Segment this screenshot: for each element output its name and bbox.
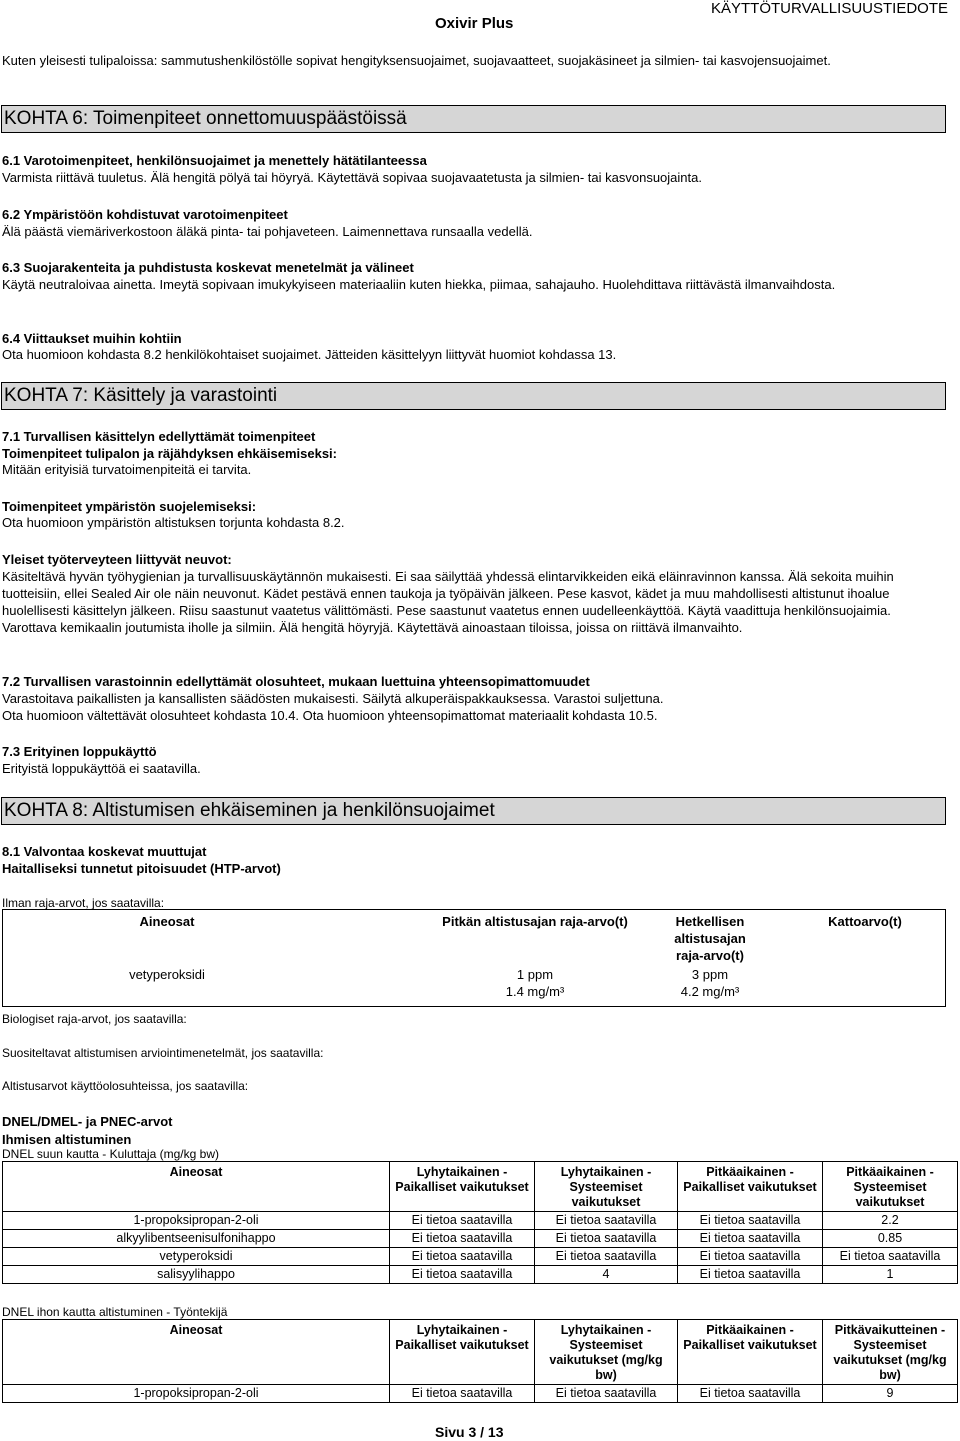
table-row — [3, 964, 946, 1007]
table-header-cell: Pitkävaikutteinen - Systeemiset vaikutukset (mg/kg bw) — [823, 1320, 958, 1385]
human-exposure-title: Ihmisen altistuminen — [2, 1132, 132, 1147]
table-cell: Ei tietoa saatavilla — [678, 1248, 823, 1266]
dnel-skin-table — [2, 1319, 958, 1403]
table-cell: 4 — [535, 1266, 678, 1284]
table-header-cell: Aineosat — [139, 914, 195, 929]
s63-text: Käytä neutraloivaa ainetta. Imeytä sopivaan imukykyiseen materiaaliin kuten hiekka, piimaa, sahajauho. Huolehdittava riittävästä ilmanvaihdosta. — [2, 277, 836, 292]
table-cell: Ei tietoa saatavilla — [678, 1266, 823, 1284]
table-cell: 1-propoksipropan-2-oli — [3, 1212, 390, 1230]
table-cell: Ei tietoa saatavilla — [823, 1248, 958, 1266]
table-row — [3, 1212, 958, 1230]
table-header-cell: Kattoarvo(t) — [828, 914, 902, 929]
s73-title: 7.3 Erityinen loppukäyttö — [2, 744, 157, 759]
table-cell: 3 ppm 4.2 mg/m³ — [680, 967, 740, 999]
s71-env-text: Ota huomioon ympäristön altistuksen torjunta kohdasta 8.2. — [2, 515, 345, 530]
table-row — [3, 1230, 958, 1248]
table-header-cell: Pitkäaikainen - Paikalliset vaikutukset — [678, 1162, 823, 1212]
header-text: Pitkän altistusajan raja-arvo(t) — [442, 914, 628, 929]
table-cell: 0.85 — [823, 1230, 958, 1248]
table-header-cell — [635, 910, 785, 965]
table-cell: vetyperoksidi — [3, 1248, 390, 1266]
document-type-label: KÄYTTÖTURVALLISUUSTIEDOTE — [711, 0, 948, 17]
s71-fire-text: Mitään erityisiä turvatoimenpiteitä ei tarvita. — [2, 462, 252, 477]
header-text: Hetkellisen altistusajan raja-arvo(t) — [674, 914, 746, 963]
table-cell: Ei tietoa saatavilla — [390, 1266, 535, 1284]
table-header-cell: Lyhytaikainen - Systeemiset vaikutukset — [535, 1162, 678, 1212]
s73-text: Erityistä loppukäyttöä ei saatavilla. — [2, 761, 201, 776]
table-header-row — [3, 1320, 958, 1385]
usage-limits-label: Altistusarvot käyttöolosuhteissa, jos saatavilla: — [2, 1079, 249, 1093]
table-row — [3, 1385, 958, 1403]
table-cell: Ei tietoa saatavilla — [678, 1212, 823, 1230]
s61-title: 6.1 Varotoimenpiteet, henkilönsuojaimet ja menettely hätätilanteessa — [2, 153, 427, 168]
dnel-pnec-title: DNEL/DMEL- ja PNEC-arvot — [2, 1114, 173, 1129]
s62-text: Älä päästä viemäriverkostoon äläkä pinta- tai pohjaveteen. Laimennettava runsaalla vedellä. — [2, 224, 533, 239]
table-header-cell — [331, 910, 635, 965]
s81-subtitle: Haitalliseksi tunnetut pitoisuudet (HTP-arvot) — [2, 861, 281, 876]
table-cell: Ei tietoa saatavilla — [535, 1385, 678, 1403]
s72-title: 7.2 Turvallisen varastoinnin edellyttämät olosuhteet, mukaan luettuina yhteensopimattomuudet — [2, 674, 590, 689]
table-header-cell: Pitkäaikainen - Systeemiset vaikutukset — [823, 1162, 958, 1212]
table-cell: Ei tietoa saatavilla — [390, 1230, 535, 1248]
s72-text-1: Varastoitava paikallisten ja kansallisten säädösten mukaisesti. Säilytä alkuperäispakkauksessa. Varastoi suljettuna. — [2, 691, 664, 706]
s81-title: 8.1 Valvontaa koskevat muuttujat — [2, 844, 207, 859]
table-cell: 1 ppm 1.4 mg/m³ — [505, 967, 565, 999]
table-header-row — [3, 1162, 958, 1212]
dnel-skin-label: DNEL ihon kautta altistuminen - Työntekijä — [2, 1305, 228, 1319]
s71-env-heading: Toimenpiteet ympäristön suojelemiseksi: — [2, 499, 257, 514]
table-cell: alkyylibentseenisulfonihappo — [3, 1230, 390, 1248]
table-cell: Ei tietoa saatavilla — [390, 1212, 535, 1230]
s71-title: 7.1 Turvallisen käsittelyn edellyttämät toimenpiteet — [2, 429, 316, 444]
table-header-row — [3, 910, 946, 965]
s72-text-2: Ota huomioon vältettävät olosuhteet kohdasta 10.4. Ota huomioon yhteensopimattomat materiaalit kohdasta 10.5. — [2, 708, 658, 723]
table-cell: Ei tietoa saatavilla — [535, 1212, 678, 1230]
biological-limits-label: Biologiset raja-arvot, jos saatavilla: — [2, 1012, 187, 1026]
section-7-banner: KOHTA 7: Käsittely ja varastointi — [1, 382, 946, 410]
table-cell: Ei tietoa saatavilla — [390, 1385, 535, 1403]
page-number: Sivu 3 / 13 — [435, 1424, 504, 1440]
s71-health-heading: Yleiset työterveyteen liittyvät neuvot: — [2, 552, 232, 567]
table-cell: Ei tietoa saatavilla — [678, 1230, 823, 1248]
table-cell: Ei tietoa saatavilla — [535, 1230, 678, 1248]
table-cell: vetyperoksidi — [129, 967, 205, 982]
s64-text: Ota huomioon kohdasta 8.2 henkilökohtaiset suojaimet. Jätteiden käsittelyyn liittyvät huomiot kohdassa 13. — [2, 347, 617, 362]
table-row — [3, 1266, 958, 1284]
table-header-cell: Pitkäaikainen - Paikalliset vaikutukset — [678, 1320, 823, 1385]
s64-title: 6.4 Viittaukset muihin kohtiin — [2, 331, 182, 346]
intro-text: Kuten yleisesti tulipaloissa: sammutushenkilöstölle sopivat hengityksensuojaimet, suojavaatteet, suojakäsineet ja silmien- tai kasvojensuojaimet. — [2, 53, 831, 68]
s61-text: Varmista riittävä tuuletus. Älä hengitä pölyä tai höyryä. Käytettävä sopivaa suojavaatetusta ja silmien- tai kasvonsuojainta. — [2, 170, 702, 185]
air-limits-label: Ilman raja-arvot, jos saatavilla: — [2, 896, 165, 910]
table-cell: salisyylihappo — [3, 1266, 390, 1284]
s62-title: 6.2 Ympäristöön kohdistuvat varotoimenpiteet — [2, 207, 288, 222]
table-cell: Ei tietoa saatavilla — [535, 1248, 678, 1266]
dnel-oral-table — [2, 1161, 958, 1284]
table-cell: 2.2 — [823, 1212, 958, 1230]
table-cell: Ei tietoa saatavilla — [678, 1385, 823, 1403]
table-row — [3, 1248, 958, 1266]
table-header-cell: Lyhytaikainen - Paikalliset vaikutukset — [390, 1162, 535, 1212]
table-header-cell: Lyhytaikainen - Systeemiset vaikutukset (mg/kg bw) — [535, 1320, 678, 1385]
table-cell: Ei tietoa saatavilla — [390, 1248, 535, 1266]
table-header-cell: Aineosat — [3, 1320, 390, 1385]
table-cell: 1 — [823, 1266, 958, 1284]
table-header-cell: Aineosat — [3, 1162, 390, 1212]
s63-title: 6.3 Suojarakenteita ja puhdistusta koskevat menetelmät ja välineet — [2, 260, 414, 275]
document-product-title: Oxivir Plus — [435, 15, 514, 32]
s71-health-text: Käsiteltävä hyvän työhygienian ja turvallisuuskäytännön mukaisesti. Ei saa säilyttää yhdessä elintarvikkeiden eikä eläinravinnon kanssa. Älä sekoita muihin tuotteisiin, ellei Sealed Air ole näin neuvonut. Kädet pestävä ennen taukoja ja työpäivän jälkeen. Pese kasvot, kädet ja muu mahdollisesti altistunut ihoalue huolellisesti käsittelyn jälkeen. Riisu saastunut vaatetus välittömästi. Pese saastunut vaatetus ennen uudelleenkäyttöä. Käytä vaadittuja henkilönsuojaimia. Varottava kemikaalin joutumista iholle ja silmiin. Älä hengitä höyryjä. Käytettävä ainoastaan tiloissa, joissa on riittävä ilmanvaihto. — [2, 569, 894, 635]
table-cell: 9 — [823, 1385, 958, 1403]
section-8-banner: KOHTA 8: Altistumisen ehkäiseminen ja henkilönsuojaimet — [1, 797, 946, 825]
table-cell — [785, 964, 946, 1007]
table-cell: 1-propoksipropan-2-oli — [3, 1385, 390, 1403]
table-header-cell: Lyhytaikainen - Paikalliset vaikutukset — [390, 1320, 535, 1385]
dnel-oral-label: DNEL suun kautta - Kuluttaja (mg/kg bw) — [2, 1147, 219, 1161]
air-limits-table — [2, 909, 946, 1007]
section-6-banner: KOHTA 6: Toimenpiteet onnettomuuspäästöissä — [1, 105, 946, 133]
monitoring-methods-label: Suositeltavat altistumisen arviointimenetelmät, jos saatavilla: — [2, 1046, 324, 1060]
s71-fire-heading: Toimenpiteet tulipalon ja räjähdyksen ehkäisemiseksi: — [2, 446, 337, 461]
